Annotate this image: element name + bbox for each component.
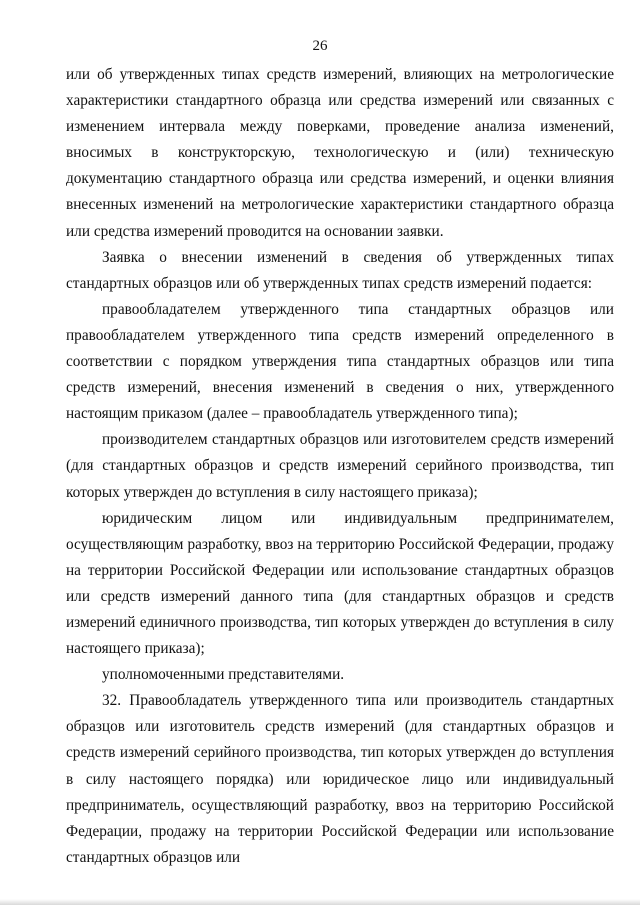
paragraph: правообладателем утвержденного типа стандартных образцов или правообладателем утвержденного типа средств измерений определенного в соответствии с порядком утверждения типа стандартных образцов или типа средств измерений, внесения изменений в сведения о них, утвержденного настоящим приказом (далее – правообладатель утвержденного типа);: [66, 300, 614, 423]
paragraph: юридическим лицом или индивидуальным предпринимателем, осуществляющим разработку, ввоз на территорию Российской Федерации, продажу на территории Российской Федерации или использование стандартных образцов или средств измерений данного типа (для стандартных образцов и средств измерений единичного производства, тип которых утвержден до вступления в силу настоящего приказа);: [66, 509, 614, 658]
page-number: 26: [312, 38, 328, 54]
paragraph: Заявка о внесении изменений в сведения об утвержденных типах стандартных образцов или об утвержденных типах средств измерений подается:: [66, 248, 614, 292]
paragraph: производителем стандартных образцов или изготовителем средств измерений (для стандартных образцов и средств измерений серийного производства, тип которых утвержден до вступления в силу настоящего приказа);: [66, 431, 614, 501]
page-bottom-edge: [0, 899, 640, 905]
document-body: [66, 62, 614, 871]
paragraph: 32. Правообладатель утвержденного типа или производитель стандартных образцов или изготовитель средств измерений (для стандартных образцов и средств измерений серийного производства, тип которых утвержден до вступления в силу настоящего порядка) или юридическое лицо или индивидуальный предприниматель, осуществляющий разработку, ввоз на территорию Российской Федерации, продажу на территории Российской Федерации или использование стандартных образцов или: [66, 692, 614, 866]
paragraph: уполномоченными представителями.: [102, 666, 345, 684]
paragraph: или об утвержденных типах средств измерений, влияющих на метрологические характеристики стандартного образца или средства измерений или связанных с изменением интервала между поверками, проведение анализа изменений, вносимых в конструкторскую, технологическую и (или) техническую документацию стандартного образца или средства измерений, и оценки влияния внесенных изменений на метрологические характеристики стандартного образца или средства измерений проводится на основании заявки.: [66, 66, 614, 240]
